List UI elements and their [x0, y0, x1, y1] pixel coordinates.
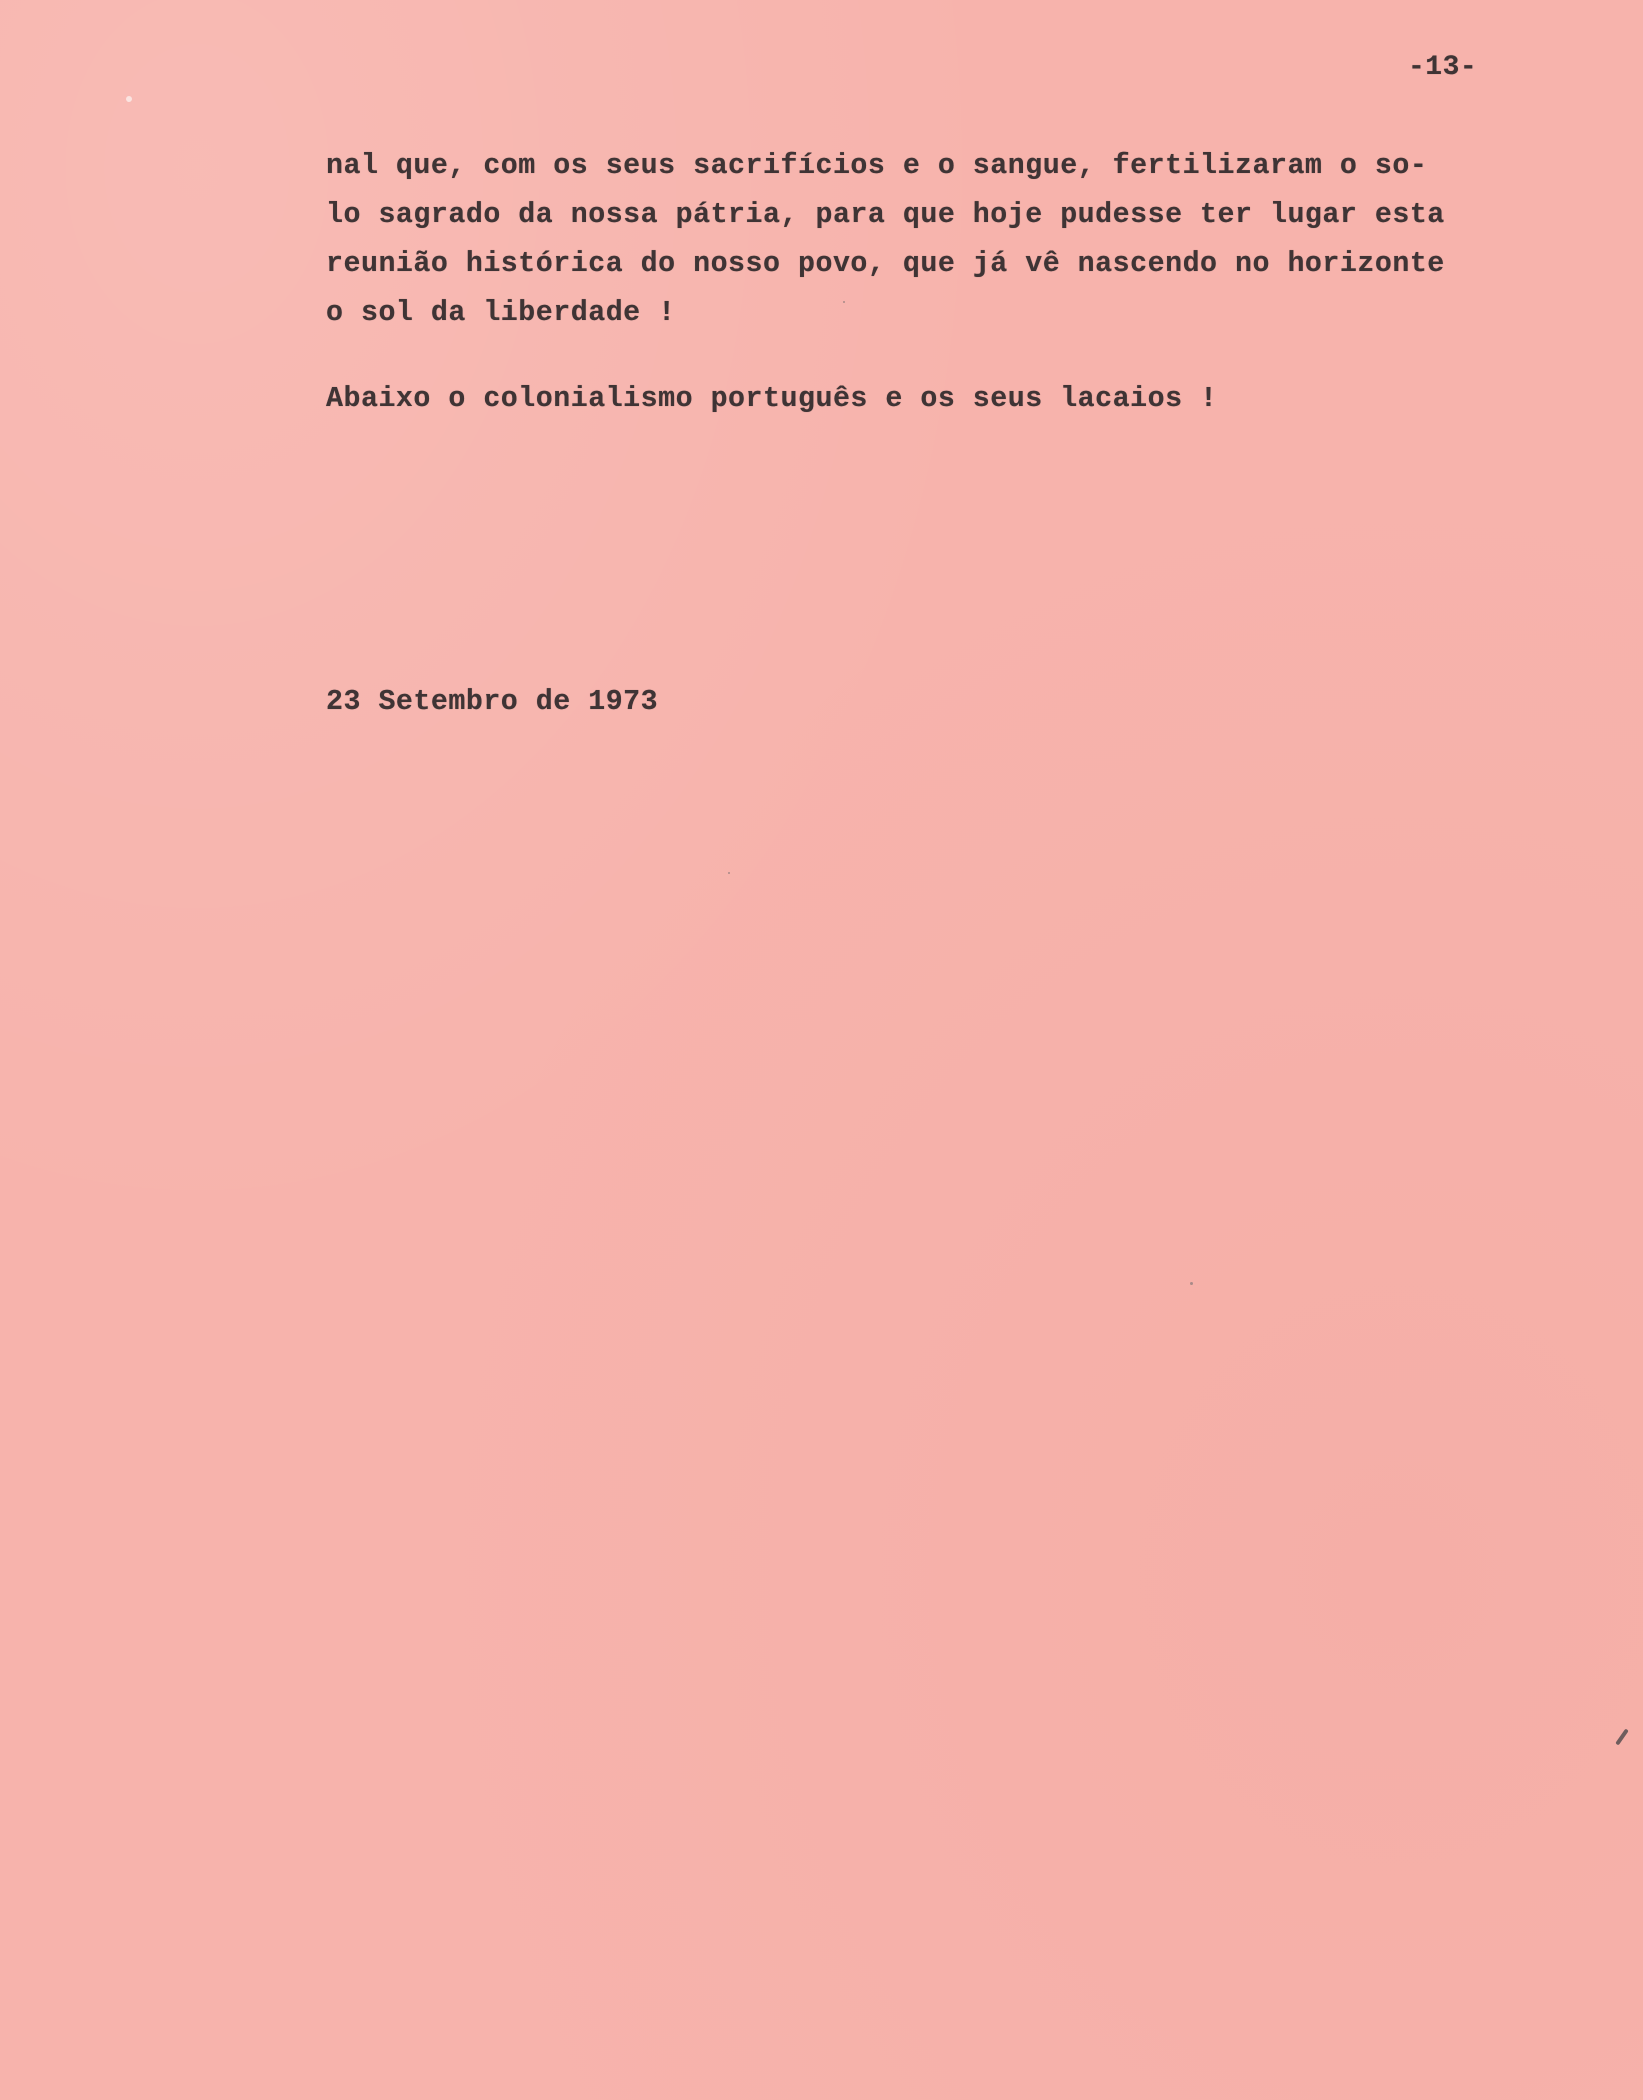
paragraph-2: Abaixo o colonialismo português e os seus lacaios !: [326, 383, 1218, 415]
paragraph-1-line-2: lo sagrado da nossa pátria, para que hoje pudesse ter lugar esta: [326, 199, 1445, 231]
paper-speck: [1190, 1282, 1193, 1285]
paragraph-1-line-3: reunião histórica do nosso povo, que já vê nascendo no horizonte: [326, 248, 1445, 280]
document-date: 23 Setembro de 1973: [326, 686, 659, 718]
paragraph-1-line-1: nal que, com os seus sacrifícios e o sangue, fertilizaram o so-: [326, 150, 1428, 182]
paper-speck: [843, 301, 845, 303]
page-number: -13-: [1408, 52, 1478, 83]
paper-speck: [126, 96, 132, 102]
paragraph-1-line-4: o sol da liberdade !: [326, 297, 676, 329]
paper-speck: [728, 872, 730, 874]
paper-mark: [1615, 1728, 1629, 1745]
